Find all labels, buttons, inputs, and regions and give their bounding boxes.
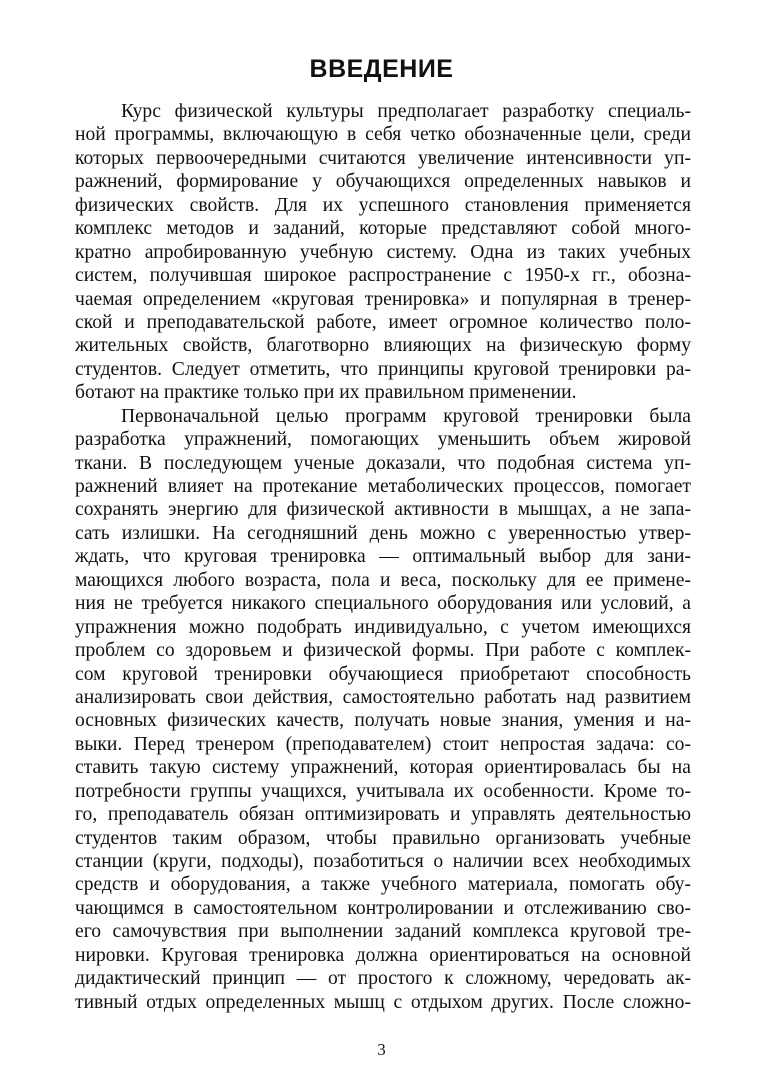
text-line: основных физических качеств, получать новые знания, умения и на- xyxy=(75,710,691,732)
text-line: упражнения можно подобрать индивидуально, с учетом имеющихся xyxy=(75,616,691,638)
text-line: ражнений, формирование у обучающихся определенных навыков и xyxy=(75,171,691,193)
text-line: сохранять энергию для физической активности в мышцах, а не запа- xyxy=(75,499,691,521)
paragraph-2 xyxy=(75,405,691,1014)
text-line: сом круговой тренировки обучающиеся приобретают способность xyxy=(75,663,691,685)
text-line: Курс физической культуры предполагает разработку специаль- xyxy=(121,101,691,122)
text-line: физических свойств. Для их успешного становления применяется xyxy=(75,194,691,216)
text-line: студентов. Следует отметить, что принципы круговой тренировки ра- xyxy=(75,358,691,380)
body-text xyxy=(75,100,691,1014)
text-line: выки. Перед тренером (преподавателем) стоит непростая задача: со- xyxy=(75,733,691,755)
text-line: сать излишки. На сегодняшний день можно с уверенностью утвер- xyxy=(75,522,691,544)
text-line: проблем со здоровьем и физической формы. При работе с комплек- xyxy=(75,640,691,662)
text-line: ставить такую систему упражнений, которая ориентировалась бы на xyxy=(75,757,691,779)
text-line: го, преподаватель обязан оптимизировать и управлять деятельностью xyxy=(75,804,691,826)
text-line: студентов таким образом, чтобы правильно организовать учебные xyxy=(75,827,691,849)
text-line: потребности группы учащихся, учитывала их особенности. Кроме то- xyxy=(75,780,691,802)
text-line: ждать, что круговая тренировка — оптимальный выбор для зани- xyxy=(75,546,691,568)
paragraph-1 xyxy=(75,100,691,405)
text-line: чающимся в самостоятельном контролировании и отслеживанию сво- xyxy=(75,897,691,919)
text-line: кратно апробированную учебную систему. Одна из таких учебных xyxy=(75,241,691,263)
page-title: ВВЕДЕНИЕ xyxy=(309,55,454,83)
text-line: разработка упражнений, помогающих уменьшить объем жировой xyxy=(75,429,691,451)
text-line: Первоначальной целью программ круговой тренировки была xyxy=(121,405,691,427)
text-line: мающихся любого возраста, пола и веса, поскольку для ее примене- xyxy=(75,569,691,591)
text-line: ражнений влияет на протекание метаболических процессов, помогает xyxy=(75,476,691,497)
text-line: ботают на практике только при их правильном применении. xyxy=(75,382,577,404)
text-line: ния не требуется никакого специального оборудования или условий, а xyxy=(75,593,691,615)
text-line: которых первоочередными считаются увеличение интенсивности уп- xyxy=(75,147,691,169)
text-line: средств и оборудования, а также учебного материала, помогать обу- xyxy=(75,874,691,896)
text-line: ской и преподавательской работе, имеет огромное количество поло- xyxy=(75,311,691,333)
text-line: тивный отдых определенных мышц с отдыхом других. После сложно- xyxy=(75,991,691,1013)
text-line: ткани. В последующем ученые доказали, что подобная система уп- xyxy=(75,452,691,474)
text-line: его самочувствия при выполнении заданий комплекса круговой тре- xyxy=(75,921,691,943)
text-line: станции (круги, подходы), позаботиться о наличии всех необходимых xyxy=(75,851,691,872)
text-line: чаемая определением «круговая тренировка» и популярная в тренер- xyxy=(75,288,691,310)
page-number: 3 xyxy=(377,1040,386,1059)
text-line: нировки. Круговая тренировка должна ориентироваться на основной xyxy=(75,944,691,966)
text-line: анализировать свои действия, самостоятельно работать над развитием xyxy=(75,686,691,708)
text-line: дидактический принцип — от простого к сложному, чередовать ак- xyxy=(75,968,691,990)
text-line: систем, получившая широкое распространение с 1950-х гг., обозна- xyxy=(75,265,691,287)
text-line: ной программы, включающую в себя четко обозначенные цели, среди xyxy=(75,124,691,146)
text-line: комплекс методов и заданий, которые представляют собой много- xyxy=(75,218,691,240)
text-line: жительных свойств, благотворно влияющих на физическую форму xyxy=(75,335,691,357)
